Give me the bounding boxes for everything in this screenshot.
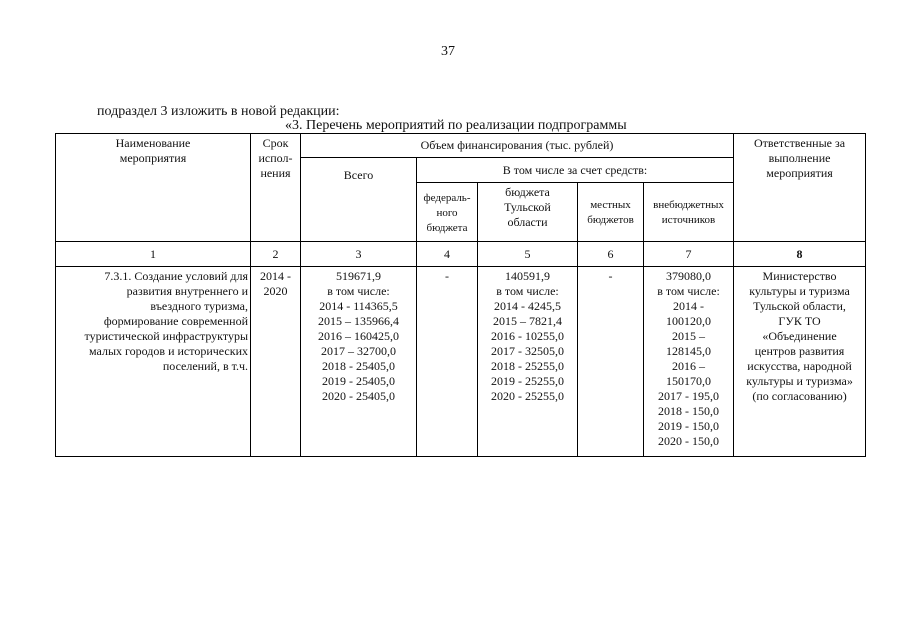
header-total: Всего — [301, 158, 417, 242]
header-term: Срок испол- нения — [251, 134, 301, 242]
header-offbudget: внебюджетных источников — [644, 183, 734, 242]
funding-regional: 140591,9 в том числе: 2014 - 4245,5 2015 – 7821,4 2016 - 10255,0 2017 - 32505,0 2018 - 25255,0 2019 - 25255,0 2020 - 25255,0 — [478, 267, 578, 457]
header-federal: федераль- ного бюджета — [417, 183, 478, 242]
activity-term: 2014 - 2020 — [251, 267, 301, 457]
column-number: 2 — [251, 242, 301, 267]
column-number: 3 — [301, 242, 417, 267]
activity-name: 7.3.1. Создание условий для развития внутреннего и въездного туризма, формирование современной туристической инфраструктуры малых городов и исторических поселений, в т.ч. — [56, 267, 251, 457]
header-regional: бюджета Тульской области — [478, 183, 578, 242]
column-number: 5 — [478, 242, 578, 267]
header-row-1 — [56, 134, 866, 158]
header-volume: Объем финансирования (тыс. рублей) — [301, 134, 734, 158]
column-number: 1 — [56, 242, 251, 267]
column-number: 6 — [578, 242, 644, 267]
header-name: Наименование мероприятия — [56, 134, 251, 242]
funding-local: - — [578, 267, 644, 457]
header-responsible: Ответственные за выполнение мероприятия — [734, 134, 866, 242]
intro-text: подраздел 3 изложить в новой редакции: — [97, 104, 340, 119]
table-row — [56, 267, 866, 457]
column-number-row — [56, 242, 866, 267]
table-caption: «3. Перечень мероприятий по реализации подпрограммы — [285, 118, 627, 133]
funding-offbudget: 379080,0 в том числе: 2014 - 100120,0 2015 – 128145,0 2016 – 150170,0 2017 - 195,0 2018 - 150,0 2019 - 150,0 2020 - 150,0 — [644, 267, 734, 457]
page-number: 37 — [441, 44, 455, 59]
activities-table — [55, 133, 866, 457]
funding-total: 519671,9 в том числе: 2014 - 114365,5 2015 – 135966,4 2016 – 160425,0 2017 – 32700,0 2018 - 25405,0 2019 - 25405,0 2020 - 25405,0 — [301, 267, 417, 457]
header-local: местных бюджетов — [578, 183, 644, 242]
column-number: 4 — [417, 242, 478, 267]
column-number: 8 — [734, 242, 866, 267]
funding-federal: - — [417, 267, 478, 457]
header-sources: В том числе за счет средств: — [417, 158, 734, 183]
responsible-parties: Министерство культуры и туризма Тульской области, ГУК ТО «Объединение центров развития искусства, народной культуры и туризма» (по согласованию) — [734, 267, 866, 457]
column-number: 7 — [644, 242, 734, 267]
